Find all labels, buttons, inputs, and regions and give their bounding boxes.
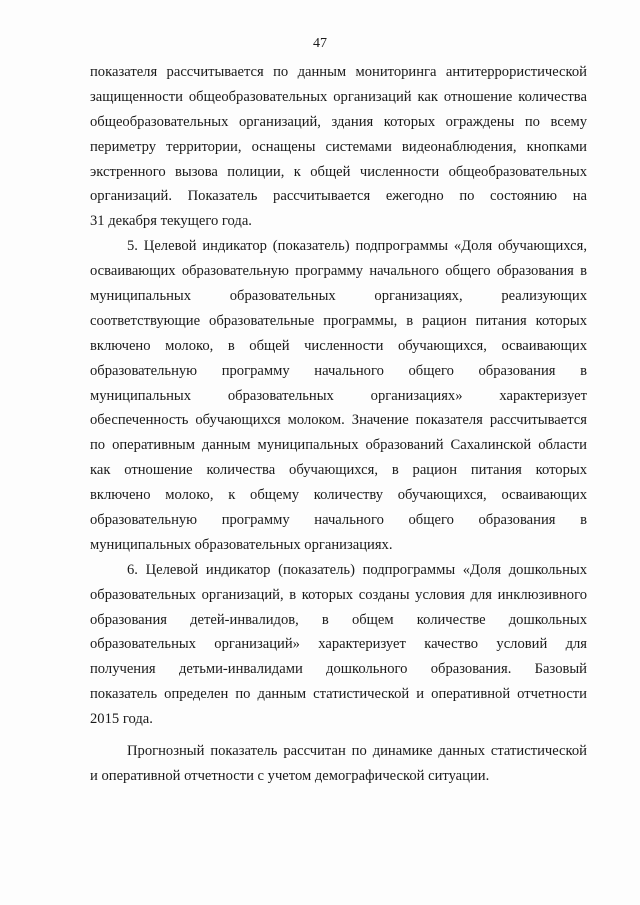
text-line: соответствующие образовательные программы, в рацион питания которых: [90, 312, 587, 329]
text-line: 6. Целевой индикатор (показатель) подпрограммы «Доля дошкольных: [127, 561, 587, 578]
text-line: общеобразовательных организаций, здания которых ограждены по всему: [90, 113, 587, 130]
text-line: получения детьми-инвалидами дошкольного образования. Базовый: [90, 661, 587, 678]
paragraph-forecast: [90, 739, 587, 789]
text-line: включено молоко, к общему количеству обучающихся, осваивающих: [90, 487, 587, 504]
text-line: 5. Целевой индикатор (показатель) подпрограммы «Доля обучающихся,: [127, 238, 587, 255]
text-line: муниципальных образовательных организациях, реализующих: [90, 288, 587, 305]
text-line: муниципальных образовательных организациях.: [90, 536, 393, 553]
document-body: [90, 60, 587, 789]
text-line: показатель определен по данным статистической и оперативной отчетности: [90, 686, 587, 703]
text-line: образовательных организаций, в которых созданы условия для инклюзивного: [90, 586, 587, 603]
text-line: 31 декабря текущего года.: [90, 213, 252, 230]
text-line: обеспеченность обучающихся молоком. Значение показателя рассчитывается: [90, 412, 587, 429]
text-line: 2015 года.: [90, 711, 153, 728]
text-line: образовательную программу начального общего образования в: [90, 362, 587, 379]
text-line: и оперативной отчетности с учетом демографической ситуации.: [90, 767, 490, 784]
page-number: 47: [313, 36, 327, 51]
text-line: организаций. Показатель рассчитывается ежегодно по состоянию на: [90, 188, 587, 205]
text-line: показателя рассчитывается по данным мониторинга антитеррористической: [90, 64, 587, 80]
paragraph-1: [90, 60, 587, 234]
text-line: экстренного вызова полиции, к общей численности общеобразовательных: [90, 163, 587, 180]
text-line: Прогнозный показатель рассчитан по динамике данных статистической: [127, 743, 587, 760]
text-line: периметру территории, оснащены системами видеонаблюдения, кнопками: [90, 138, 587, 155]
text-line: муниципальных образовательных организациях» характеризует: [90, 387, 587, 404]
text-line: как отношение количества обучающихся, в рацион питания которых: [90, 462, 587, 479]
text-line: включено молоко, в общей численности обучающихся, осваивающих: [90, 337, 587, 354]
text-line: образовательную программу начального общего образования в: [90, 512, 587, 529]
paragraph-item-5: [90, 234, 587, 558]
text-line: осваивающих образовательную программу начального общего образования в: [90, 263, 587, 280]
text-line: защищенности общеобразовательных организаций как отношение количества: [90, 88, 587, 105]
text-line: образования детей-инвалидов, в общем количестве дошкольных: [90, 611, 587, 628]
text-line: образовательных организаций» характеризует качество условий для: [90, 636, 587, 653]
paragraph-item-6: [90, 558, 587, 732]
paragraph-gap: [90, 732, 587, 739]
text-line: по оперативным данным муниципальных образований Сахалинской области: [90, 437, 587, 454]
